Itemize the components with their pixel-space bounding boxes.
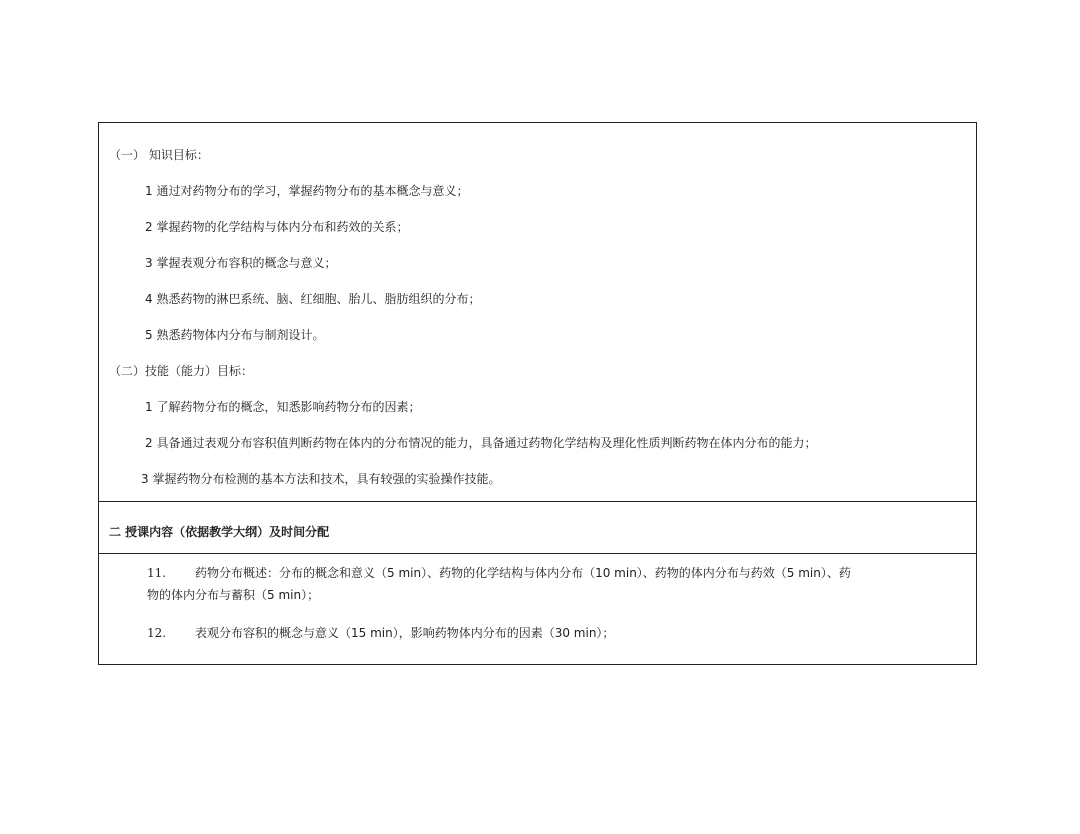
content-item-11 <box>147 562 962 606</box>
document-table <box>98 122 977 665</box>
skills-item-3: 3 掌握药物分布检测的基本方法和技术，具有较强的实验操作技能。 <box>141 472 501 486</box>
skills-item-2: 2 具备通过表观分布容积值判断药物在体内的分布情况的能力，具备通过药物化学结构及理化性质判断药物在体内分布的能力； <box>145 436 817 450</box>
content-item-text-line1: 表观分布容积的概念与意义（15 min），影响药物体内分布的因素（30 min）； <box>195 626 615 640</box>
content-item-12 <box>147 622 962 644</box>
content-heading-row <box>99 501 976 554</box>
content-item-text-line2: 物的体内分布与蓄积（5 min）； <box>147 588 320 602</box>
skills-objectives-heading: （二）技能（能力）目标： <box>109 364 254 378</box>
knowledge-item-4: 4 熟悉药物的淋巴系统、脑、红细胞、胎儿、脂肪组织的分布； <box>145 292 481 306</box>
content-item-number: 11. <box>147 566 167 580</box>
knowledge-item-2: 2 掌握药物的化学结构与体内分布和药效的关系； <box>145 220 409 234</box>
knowledge-item-3: 3 掌握表观分布容积的概念与意义； <box>145 256 337 270</box>
knowledge-item-1: 1 通过对药物分布的学习，掌握药物分布的基本概念与意义； <box>145 184 469 198</box>
content-section <box>99 554 976 664</box>
knowledge-objectives-heading: （一） 知识目标： <box>109 148 209 162</box>
content-heading: 二 授课内容（依据教学大纲）及时间分配 <box>109 525 330 539</box>
content-item-number: 12. <box>147 626 167 640</box>
knowledge-item-5: 5 熟悉药物体内分布与制剂设计。 <box>145 328 325 342</box>
objectives-section <box>99 123 976 501</box>
content-item-text-line1: 药物分布概述：分布的概念和意义（5 min）、药物的化学结构与体内分布（10 min）、药物的体内分布与药效（5 min）、药 <box>195 566 851 580</box>
skills-item-1: 1 了解药物分布的概念，知悉影响药物分布的因素； <box>145 400 421 414</box>
